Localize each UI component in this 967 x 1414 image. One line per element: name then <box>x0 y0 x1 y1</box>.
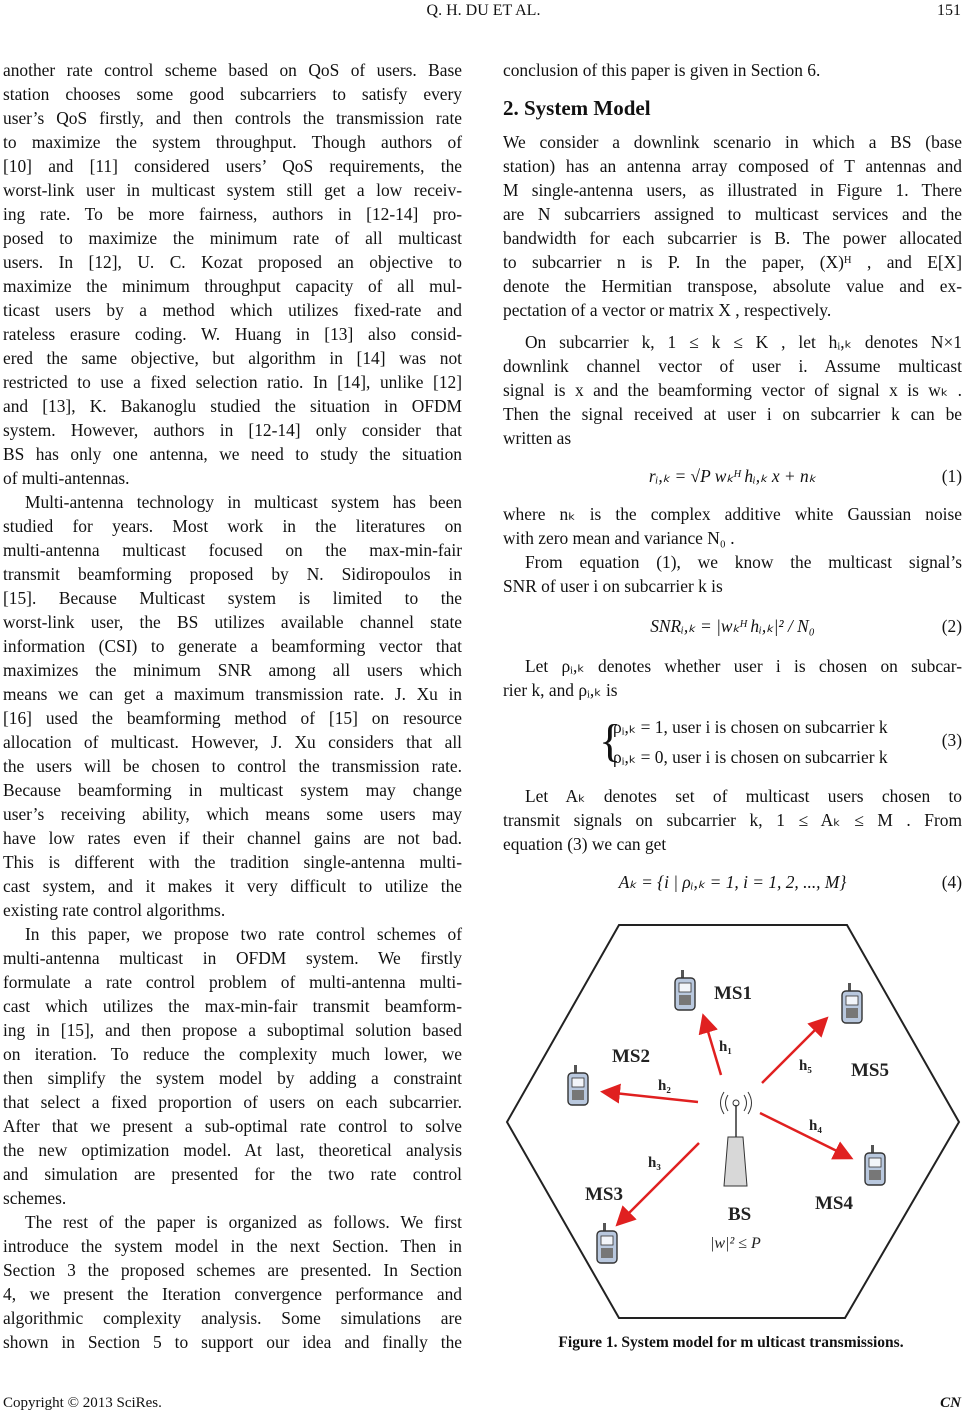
paragraph <box>503 654 962 702</box>
text-line: [10] and [11] considered users’ QoS requirements, the <box>3 156 462 176</box>
system-model-figure <box>495 920 967 1330</box>
text-line: are N subcarriers assigned to multicast services and the <box>503 204 962 224</box>
arrow-h5 <box>762 1020 825 1083</box>
text-line: rateless erasure coding. W. Huang in [13] also consid- <box>3 324 462 344</box>
text-line: [16] used the beamforming method of [15] on resource <box>3 708 462 728</box>
equation-3 <box>503 710 962 772</box>
text-line: of multi-antennas. <box>3 468 130 488</box>
text-line: station) has an antenna array composed of T antennas and <box>503 156 962 176</box>
power-constraint: |w|² ≤ P <box>710 1235 761 1252</box>
label-ms5: MS5 <box>851 1060 889 1081</box>
equation-1 <box>503 456 962 496</box>
text-line: maximize the minimum throughput capacity of all mul- <box>3 276 462 296</box>
text-line: 4, we present the Iteration convergence performance and <box>3 1284 462 1304</box>
text-line: We consider a downlink scenario in which a BS (base <box>503 132 962 152</box>
phone-icon-ms2 <box>568 1065 588 1105</box>
text-line: existing rate control algorithms. <box>3 900 226 920</box>
text-line: After that we present a sub-optimal rate control to solve <box>3 1116 462 1136</box>
paragraph <box>3 58 462 490</box>
text-line: worst-link user in multicast system still get a low receiv- <box>3 180 462 200</box>
equation-4 <box>503 862 962 902</box>
text-line: then simplify the system model by adding a constraint <box>3 1068 462 1088</box>
text-line: BS has only one antenna, we need to study the situation <box>3 444 462 464</box>
text-line: user’s receiving ability, which means some users may <box>3 804 462 824</box>
text-line: information (CSI) to generate a beamforming vector that <box>3 636 462 656</box>
base-station-icon <box>721 1092 752 1186</box>
equation-formula: rᵢ,ₖ = √P wₖᴴ hᵢ,ₖ x + nₖ <box>648 466 817 486</box>
label-h4: h₄ <box>809 1118 822 1134</box>
text-line: shown in Section 5 to support our idea and finally the <box>3 1332 462 1352</box>
text-line: Section 3 the proposed schemes are presented. In Section <box>3 1260 462 1280</box>
brace: { <box>599 715 622 766</box>
text-line: Let Aₖ denotes set of multicast users chosen to <box>525 786 962 806</box>
text-line: From equation (1), we know the multicast signal’s <box>525 552 962 572</box>
text-line: restricted to use a fixed selection ratio. In [14], unlike [12] <box>3 372 462 392</box>
equation-row: ρᵢ,ₖ = 1, user i is chosen on subcarrier k <box>613 717 888 737</box>
text-line: equation (3) we can get <box>503 834 667 854</box>
text-line: users. In [12], U. C. Kozat proposed an objective to <box>3 252 462 272</box>
paragraph <box>3 922 462 1210</box>
label-ms3: MS3 <box>585 1184 623 1205</box>
equation-2 <box>503 606 962 646</box>
equation-formula: SNRᵢ,ₖ = |wₖᴴ hᵢ,ₖ|² / N₀ <box>650 616 815 636</box>
text-line: station chooses some good subcarriers to satisfy every <box>3 84 462 104</box>
text-line: posed to maximize the minimum rate of all multicast <box>3 228 462 248</box>
text-line: cast system, and it makes it very difficult to utilize the <box>3 876 462 896</box>
paragraph <box>503 130 962 322</box>
text-line: Multi-antenna technology in multicast system has been <box>25 492 462 512</box>
text-line: The rest of the paper is organized as follows. We first <box>25 1212 462 1232</box>
text-line: means we can get a maximum transmission rate. J. Xu in <box>3 684 462 704</box>
equation-formula: Aₖ = {i | ρᵢ,ₖ = 1, i = 1, 2, ..., M} <box>618 872 847 892</box>
text-line: rier k, and ρᵢ,ₖ is <box>503 680 618 700</box>
phone-icon-ms4 <box>865 1145 885 1185</box>
text-line: with zero mean and variance N₀ . <box>503 528 735 548</box>
text-line: the new optimization model. At last, theoretical analysis <box>3 1140 462 1160</box>
text-line: and simulation are presented for the two rate control <box>3 1164 462 1184</box>
label-ms1: MS1 <box>714 983 752 1004</box>
text-line: Because beamforming in multicast system may change <box>3 780 462 800</box>
text-line: signal is x and the beamforming vector of signal x is wₖ . <box>503 380 962 400</box>
phone-icon-ms1 <box>675 970 695 1010</box>
text-line: schemes. <box>3 1188 67 1208</box>
text-line: Let ρᵢ,ₖ denotes whether user i is chosen on subcar- <box>525 656 962 676</box>
text-line: transmit signals on subcarrier k, 1 ≤ Aₖ ≤ M . From <box>503 810 962 830</box>
text-line: On subcarrier k, 1 ≤ k ≤ K , let hᵢ,ₖ denotes N×1 <box>525 332 962 352</box>
right-column <box>503 58 962 902</box>
text-line: allocation of multicast. However, J. Xu considers that all <box>3 732 462 752</box>
text-line: system. However, authors in [12-14] only consider that <box>3 420 462 440</box>
text-line: multi-antenna multicast focused on the max-min-fair <box>3 540 462 560</box>
equation-number: (2) <box>941 616 962 636</box>
arrow-h4 <box>760 1113 849 1157</box>
text-line: Then the signal received at user i on subcarrier k can be <box>503 404 962 424</box>
page-number: 151 <box>937 2 961 19</box>
paragraph <box>503 502 962 550</box>
text-line: to subcarrier n is P. In the paper, (X)ᴴ , and E[X] <box>503 252 962 272</box>
figure-caption: Figure 1. System model for m ulticast transmissions. <box>558 1334 904 1351</box>
left-column <box>3 58 462 1354</box>
label-ms2: MS2 <box>612 1046 650 1067</box>
paragraph <box>3 490 462 922</box>
paragraph <box>503 784 962 856</box>
text-line: introduce the system model in the next Section. Then in <box>3 1236 462 1256</box>
label-h5: h₅ <box>799 1058 812 1074</box>
text-line: the users will be chosen to control the transmission rate. <box>3 756 462 776</box>
running-header: Q. H. DU ET AL. <box>426 2 541 19</box>
text-line: cast which utilizes the max-min-fair transmit beamform- <box>3 996 462 1016</box>
text-line: pectation of a vector or matrix X , respectively. <box>503 300 832 320</box>
text-line: downlink channel vector of user i. Assume multicast <box>503 356 962 376</box>
text-line: multi-antenna multicast in OFDM system. We firstly <box>3 948 462 968</box>
text-line: ing rate. To be more fairness, authors in [12-14] pro- <box>3 204 462 224</box>
text-line: user’s QoS firstly, and then controls the transmission rate <box>3 108 462 128</box>
journal-abbrev: CN <box>940 1395 961 1411</box>
text-line: conclusion of this paper is given in Section 6. <box>503 60 821 80</box>
text-line: to maximize the system throughput. Though authors of <box>3 132 462 152</box>
phone-icon-ms3 <box>597 1223 617 1263</box>
equation-number: (1) <box>941 466 962 486</box>
equation-row: ρᵢ,ₖ = 0, user i is chosen on subcarrier k <box>613 747 888 767</box>
label-ms4: MS4 <box>815 1193 853 1214</box>
text-line: and [13], K. Bakanoglu studied the situation in OFDM <box>3 396 462 416</box>
paragraph <box>503 550 962 598</box>
text-line: where nₖ is the complex additive white Gaussian noise <box>503 504 962 524</box>
text-line: formulate a rate control problem of multi-antenna multi- <box>3 972 462 992</box>
label-bs: BS <box>728 1204 752 1225</box>
copyright: Copyright © 2013 SciRes. <box>3 1395 162 1411</box>
text-line: worst-link user, the BS utilizes available channel state <box>3 612 462 632</box>
text-line: that select a fixed proportion of users on each subcarrier. <box>3 1092 462 1112</box>
text-line: bandwidth for each subcarrier is B. The power allocated <box>503 228 962 248</box>
paragraph <box>3 1210 462 1354</box>
text-line: ing in [15], and then propose a suboptimal solution based <box>3 1020 462 1040</box>
text-line: In this paper, we propose two rate control schemes of <box>25 924 462 944</box>
text-line: [15]. Because Multicast system is limited to the <box>3 588 462 608</box>
arrow-h2 <box>605 1092 698 1102</box>
text-line: studied for years. Most work in the literatures on <box>3 516 462 536</box>
text-line: This is different with the tradition single-antenna multi- <box>3 852 462 872</box>
text-line: ticast users by a method which utilizes fixed-rate and <box>3 300 462 320</box>
text-line: ered the same objective, but algorithm in [14] was not <box>3 348 462 368</box>
text-line: SNR of user i on subcarrier k is <box>503 576 723 596</box>
text-line: another rate control scheme based on QoS of users. Base <box>3 60 462 80</box>
text-line: M single-antenna users, as illustrated in Figure 1. There <box>503 180 962 200</box>
phone-icon-ms5 <box>842 983 862 1023</box>
text-line: denote the Hermitian transpose, absolute value and ex- <box>503 276 962 296</box>
text-line: transmit beamforming proposed by N. Sidiropoulos in <box>3 564 462 584</box>
paragraph <box>503 330 962 450</box>
label-h2: h₂ <box>658 1078 671 1094</box>
text-line: algorithmic complexity analysis. Some simulations are <box>3 1308 462 1328</box>
text-line: have low rates even if their channel gains are not bad. <box>3 828 462 848</box>
label-h1: h₁ <box>719 1039 732 1055</box>
text-line: on iteration. To reduce the complexity much lower, we <box>3 1044 462 1064</box>
equation-number: (4) <box>941 872 962 892</box>
text-line: maximizes the minimum SNR among all users which <box>3 660 462 680</box>
text-line: written as <box>503 428 572 448</box>
section-heading: 2. System Model <box>503 96 651 120</box>
label-h3: h₃ <box>648 1155 661 1171</box>
equation-number: (3) <box>941 730 962 750</box>
